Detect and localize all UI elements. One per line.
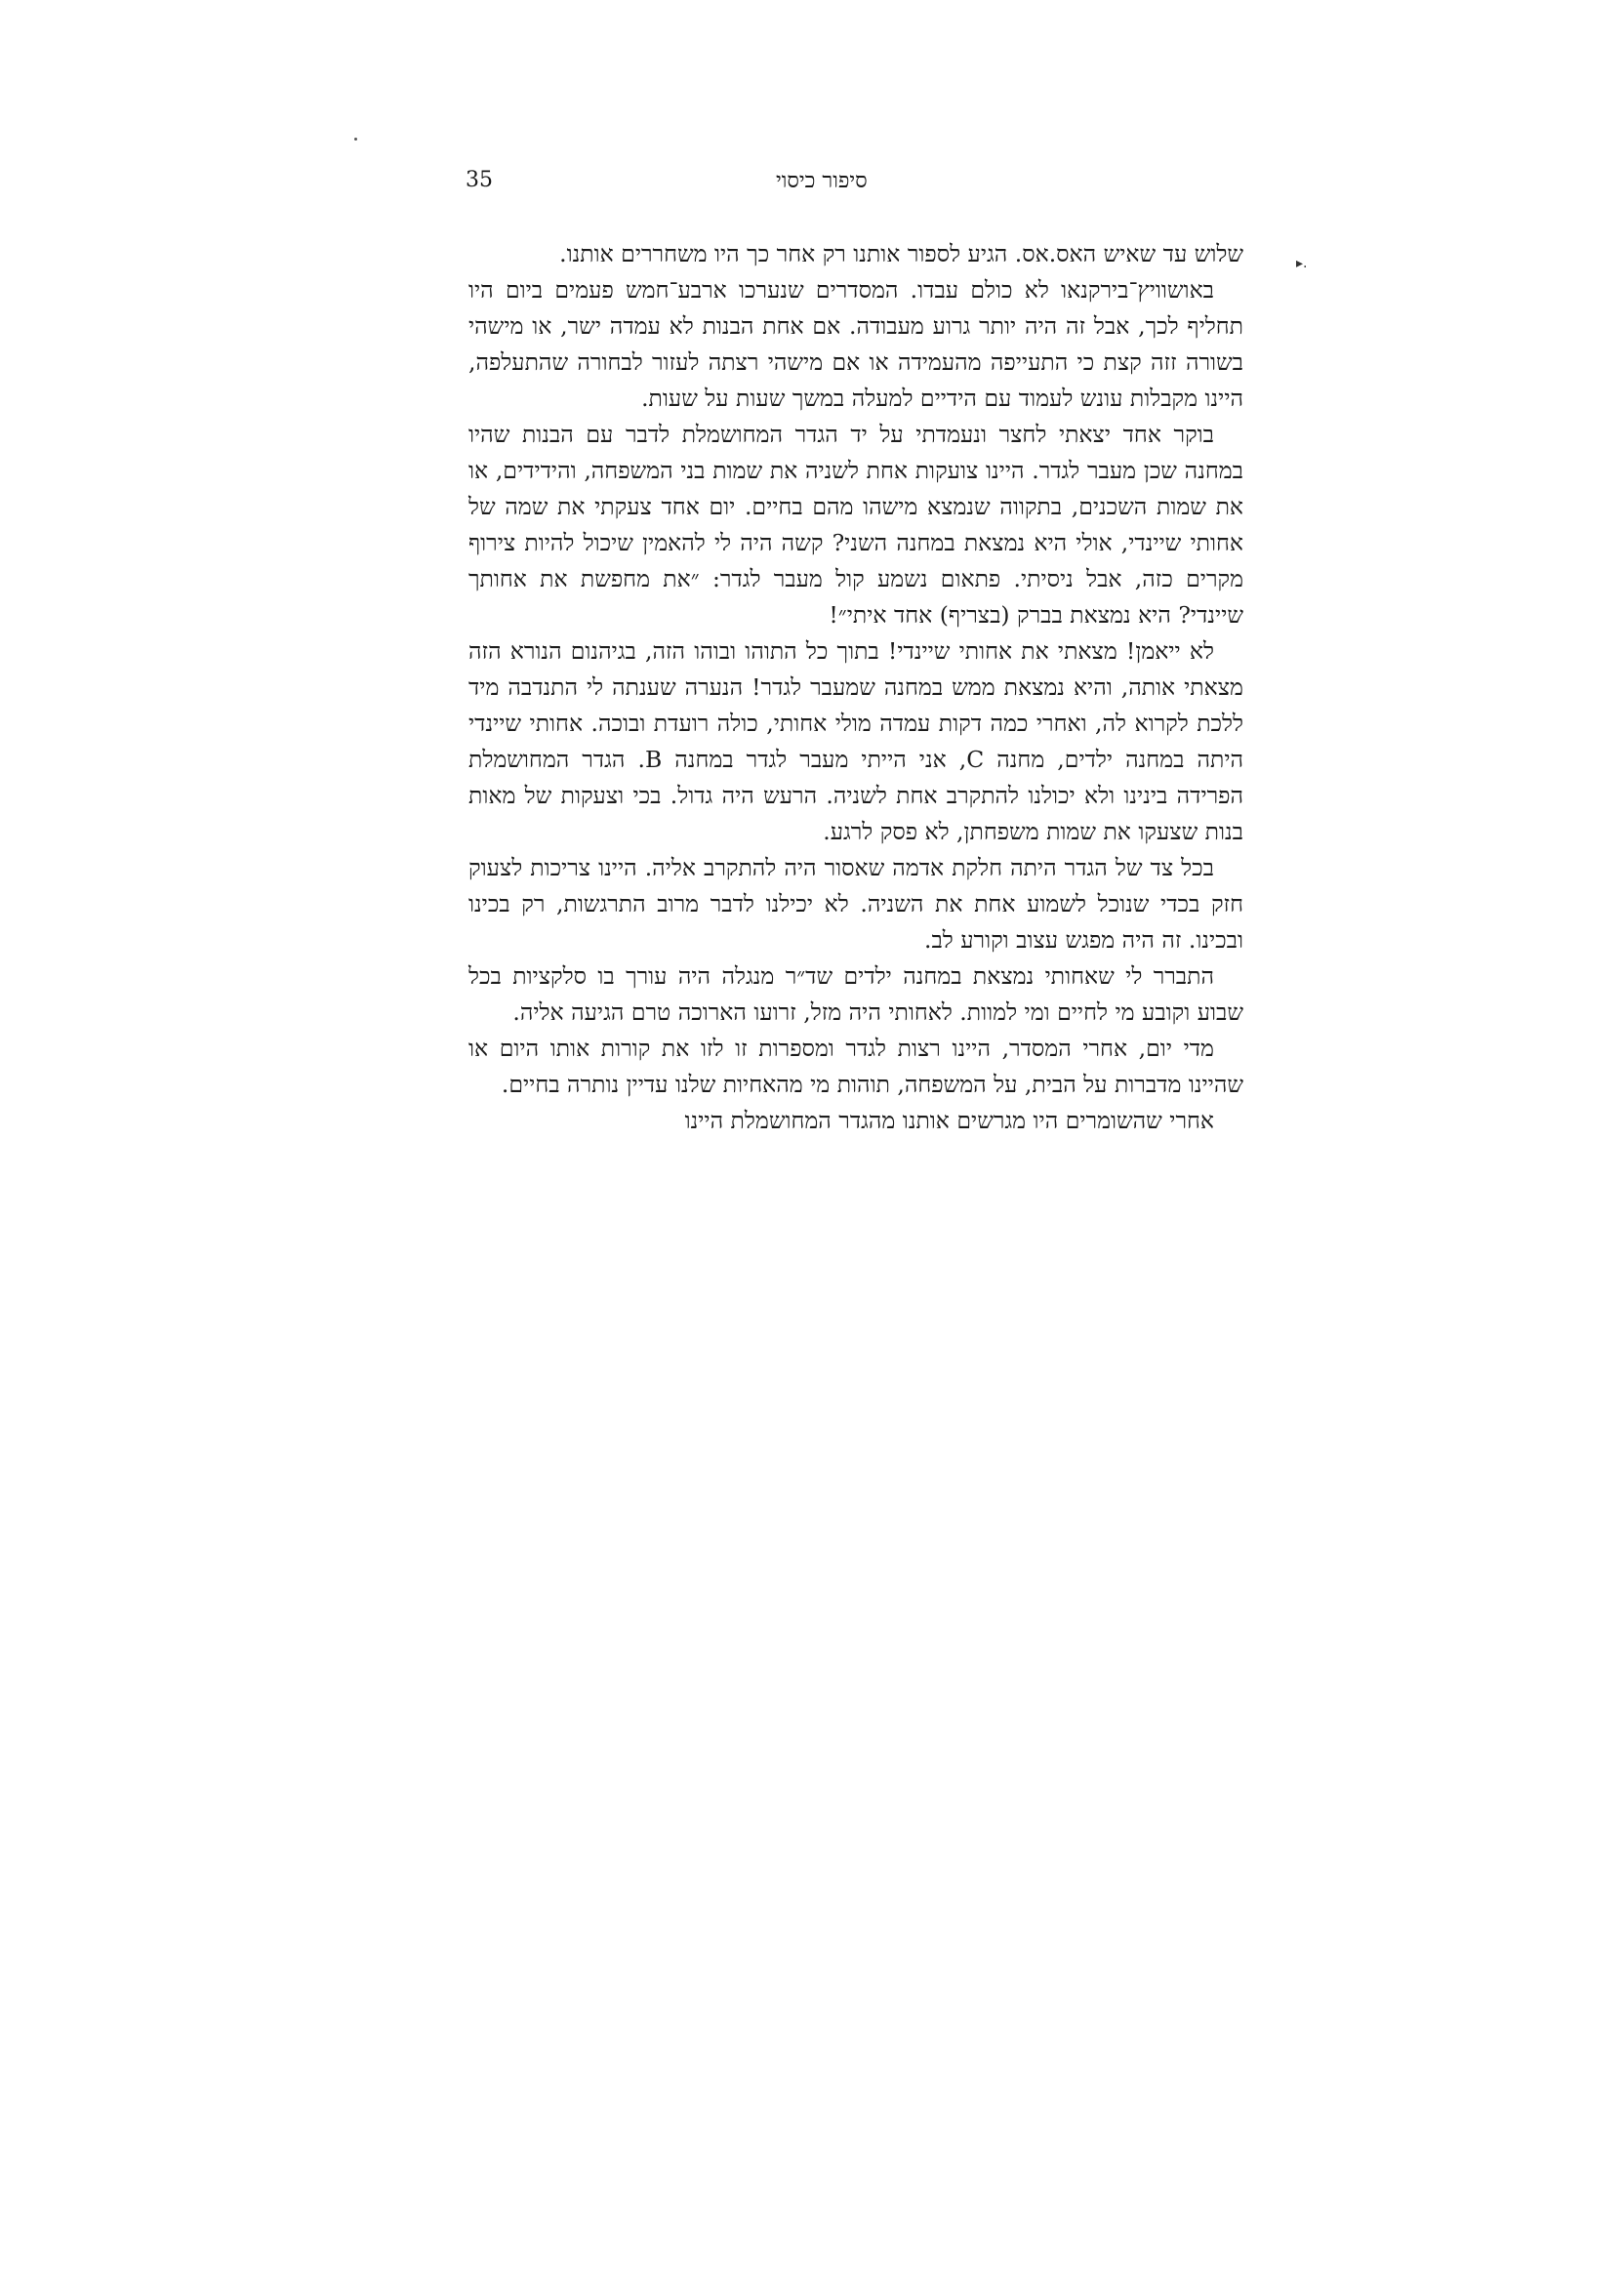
body-text <box>468 236 1243 1139</box>
running-title: סיפור כיסוי <box>776 169 868 193</box>
paragraph: שלוש עד שאיש האס.אס. הגיע לספור אותנו רק אחר כך היו משחררים אותנו. <box>559 240 1243 267</box>
paragraph: בוקר אחד יצאתי לחצר ונעמדתי על יד הגדר המחושמלת לדבר עם הבנות שהיו במחנה שכן מעבר לגדר. היינו צועקות אחת לשניה את שמות בני המשפחה, והידידים, או את שמות השכנים, בתקווה שנמצא מישהו מהם בחיים. יום אחד צעקתי את שמה של אחותי שיינדי, אולי היא נמצאת במחנה השני? קשה היה לי להאמין שיכול להיות צירוף מקרים כזה, אבל ניסיתי. פתאום נשמע קול מעבר לגדר: ״את מחפשת את אחותך שיינדי? היא נמצאת בברק (בצריף) אחד איתי״! <box>468 421 1243 629</box>
paragraph: אחרי שהשומרים היו מגרשים אותנו מהגדר המחושמלת היינו <box>684 1107 1214 1134</box>
paragraph: לא ייאמן! מצאתי את אחותי שיינדי! בתוך כל התוהו ובוהו הזה, בגיהנום הנורא הזה מצאתי אותה, והיא נמצאת ממש במחנה שמעבר לגדר! הנערה שענתה לי התנדבה מיד ללכת לקרוא לה, ואחרי כמה דקות עמדה מולי אחותי, כולה רועדת ובוכה. אחותי שיינדי היתה במחנה ילדים, מחנה C, אני הייתי מעבר לגדר במחנה B. הגדר המחושמלת הפרידה בינינו ולא יכולנו להתקרב אחת לשניה. הרעש היה גדול. בכי וצעקות של מאות בנות שצעקו את שמות משפחתן, לא פסק לרגע. <box>468 637 1244 845</box>
paragraph: מדי יום, אחרי המסדר, היינו רצות לגדר ומספרות זו לזו את קורות אותו היום או שהיינו מדברות על הבית, על המשפחה, תוהות מי מהאחיות שלנו עדיין נותרה בחיים. <box>468 1035 1243 1098</box>
paragraph: בכל צד של הגדר היתה חלקת אדמה שאסור היה להתקרב אליה. היינו צריכות לצעוק חזק בכדי שנוכל לשמוע אחת את השניה. לא יכילנו לדבר מרוב התרגשות, רק בכינו ובכינו. זה היה מפגש עצוב וקורע לב. <box>468 854 1243 954</box>
paragraph: התברר לי שאחותי נמצאת במחנה ילדים שד״ר מנגלה היה עורך בו סלקציות בכל שבוע וקובע מי לחיים ומי למוות. לאחותי היה מזל, זרועו הארוכה טרם הגיעה אליה. <box>468 962 1243 1026</box>
paragraph: באושוויץ־בירקנאו לא כולם עבדו. המסדרים שנערכו ארבע־חמש פעמים ביום היו תחליף לכך, אבל זה היה יותר גרוע מעבודה. אם אחת הבנות לא עמדה ישר, או מישהי בשורה זזה קצת כי התעייפה מהעמידה או אם מישהי רצתה לעזור לבחורה שהתעלפה, היינו מקבלות עונש לעמוד עם הידיים למעלה במשך שעות על שעות. <box>468 276 1243 412</box>
page-number: 35 <box>466 168 493 192</box>
scan-speck <box>354 138 357 141</box>
margin-mark: ▸. <box>1296 256 1308 271</box>
